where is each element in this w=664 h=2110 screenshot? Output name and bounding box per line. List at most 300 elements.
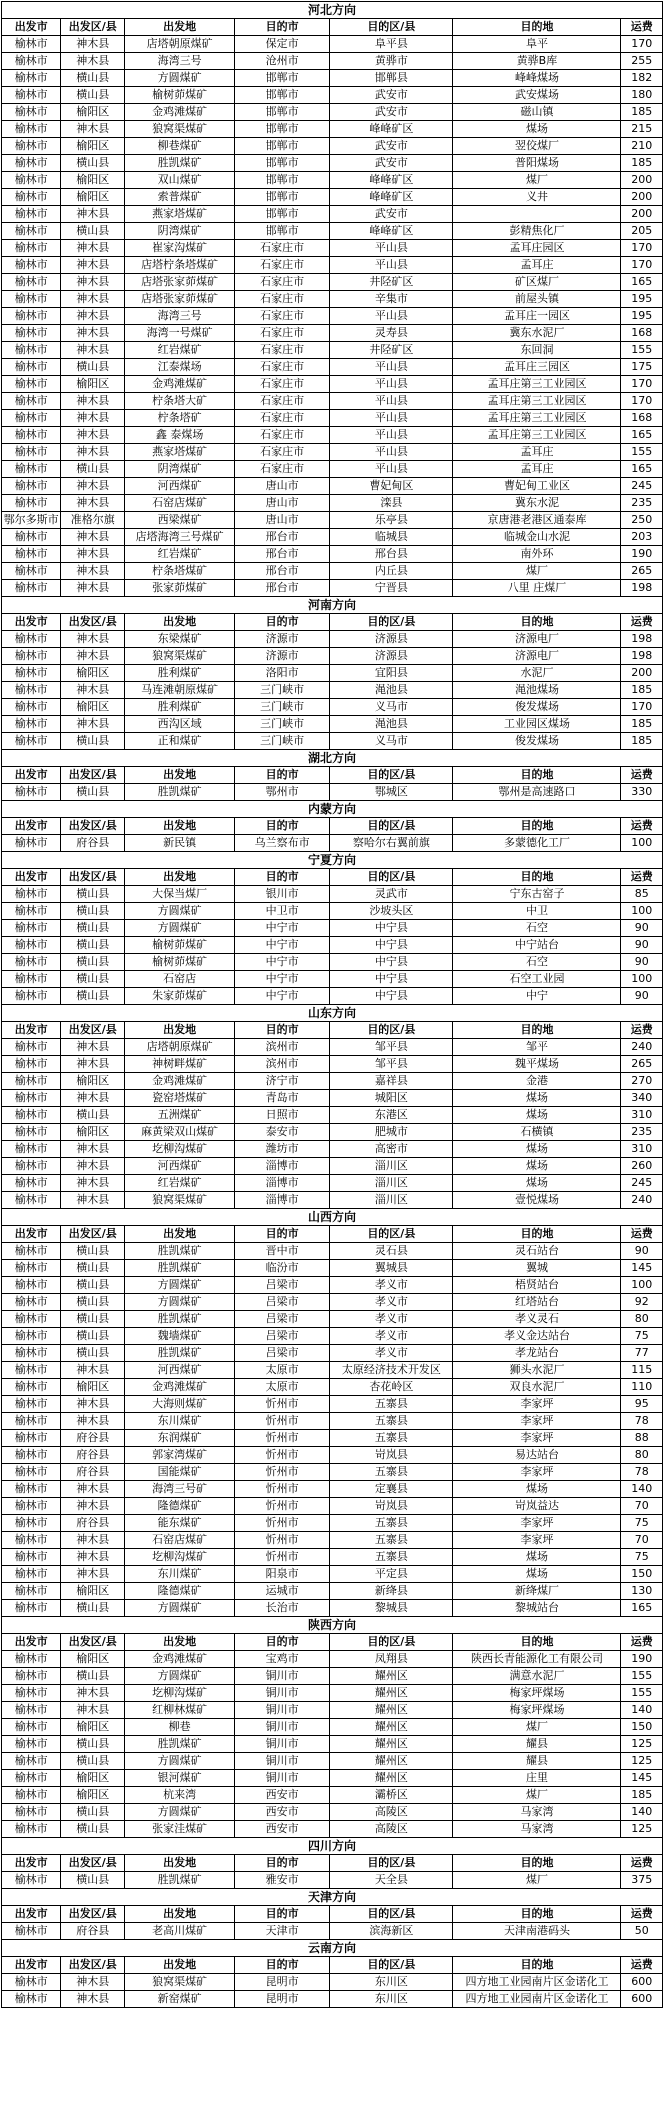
cell-freight: 182: [621, 70, 663, 87]
column-header-dest-district: 目的区/县: [330, 1906, 453, 1923]
cell-origin-place: 胜利煤矿: [125, 699, 235, 716]
cell-dest-city: 邯郸市: [235, 121, 330, 138]
table-row: [2, 1821, 663, 1838]
cell-origin-city: 榆林市: [2, 1362, 61, 1379]
column-header-freight: 运费: [621, 767, 663, 784]
cell-origin-district: 横山县: [61, 954, 125, 971]
column-header-freight: 运费: [621, 1226, 663, 1243]
column-header-origin-city: 出发市: [2, 1855, 61, 1872]
cell-dest-place: 俊发煤场: [453, 733, 621, 750]
cell-origin-city: 榆林市: [2, 1872, 61, 1889]
cell-dest-place: 孟耳庄: [453, 444, 621, 461]
column-header-dest-district: 目的区/县: [330, 1226, 453, 1243]
cell-freight: 265: [621, 563, 663, 580]
cell-origin-city: 榆林市: [2, 1294, 61, 1311]
cell-origin-city: 榆林市: [2, 189, 61, 206]
cell-origin-district: 神木县: [61, 1413, 125, 1430]
table-row: [2, 1600, 663, 1617]
cell-origin-district: 神木县: [61, 308, 125, 325]
cell-dest-district: 井陉矿区: [330, 274, 453, 291]
cell-origin-place: 胜凯煤矿: [125, 1872, 235, 1889]
cell-dest-city: 邯郸市: [235, 87, 330, 104]
cell-freight: 600: [621, 1991, 663, 2008]
cell-freight: 185: [621, 716, 663, 733]
cell-origin-city: 榆林市: [2, 920, 61, 937]
cell-freight: 80: [621, 1447, 663, 1464]
table-row: [2, 512, 663, 529]
cell-dest-city: 忻州市: [235, 1447, 330, 1464]
cell-dest-city: 日照市: [235, 1107, 330, 1124]
cell-origin-district: 榆阳区: [61, 1651, 125, 1668]
cell-dest-place: 满意水泥厂: [453, 1668, 621, 1685]
cell-dest-city: 三门峡市: [235, 682, 330, 699]
column-header-origin-place: 出发地: [125, 1634, 235, 1651]
cell-origin-city: 榆林市: [2, 971, 61, 988]
cell-origin-city: 榆林市: [2, 274, 61, 291]
cell-origin-place: 河西煤矿: [125, 478, 235, 495]
cell-dest-place: 煤场: [453, 1566, 621, 1583]
cell-freight: 185: [621, 1787, 663, 1804]
table-row: [2, 121, 663, 138]
cell-origin-city: 榆林市: [2, 1141, 61, 1158]
column-header-origin-city: 出发市: [2, 1957, 61, 1974]
cell-dest-city: 滨州市: [235, 1056, 330, 1073]
cell-dest-place: 黄骅B库: [453, 53, 621, 70]
cell-origin-city: 鄂尔多斯市: [2, 512, 61, 529]
cell-freight: 600: [621, 1974, 663, 1991]
cell-origin-place: 榆树茆煤矿: [125, 87, 235, 104]
cell-origin-city: 榆林市: [2, 1192, 61, 1209]
cell-dest-city: 铜川市: [235, 1736, 330, 1753]
cell-origin-place: 新民镇: [125, 835, 235, 852]
cell-origin-place: 银河煤矿: [125, 1770, 235, 1787]
cell-origin-place: 方圆煤矿: [125, 1277, 235, 1294]
cell-dest-city: 邯郸市: [235, 138, 330, 155]
cell-dest-place: 阜平: [453, 36, 621, 53]
table-row: [2, 444, 663, 461]
cell-origin-city: 榆林市: [2, 1515, 61, 1532]
cell-dest-city: 忻州市: [235, 1498, 330, 1515]
cell-origin-district: 神木县: [61, 427, 125, 444]
cell-origin-place: 店塔柠条塔煤矿: [125, 257, 235, 274]
cell-freight: 90: [621, 920, 663, 937]
cell-dest-place: 石空: [453, 954, 621, 971]
cell-origin-place: 方圆煤矿: [125, 1294, 235, 1311]
table-row: [2, 648, 663, 665]
cell-origin-place: 索普煤矿: [125, 189, 235, 206]
cell-dest-district: 平山县: [330, 444, 453, 461]
table-row: [2, 376, 663, 393]
cell-dest-city: 滨州市: [235, 1039, 330, 1056]
cell-freight: 235: [621, 1124, 663, 1141]
cell-dest-city: 石家庄市: [235, 274, 330, 291]
header-row: [2, 614, 663, 631]
cell-origin-district: 横山县: [61, 1821, 125, 1838]
table-row: [2, 1702, 663, 1719]
cell-origin-city: 榆林市: [2, 257, 61, 274]
cell-dest-district: 渑池县: [330, 716, 453, 733]
cell-dest-city: 忻州市: [235, 1481, 330, 1498]
column-header-origin-district: 出发区/县: [61, 1957, 125, 1974]
cell-dest-district: 中宁县: [330, 920, 453, 937]
cell-origin-city: 榆林市: [2, 1175, 61, 1192]
cell-dest-district: 中宁县: [330, 971, 453, 988]
cell-dest-place: 水泥厂: [453, 665, 621, 682]
cell-origin-district: 横山县: [61, 1668, 125, 1685]
cell-dest-city: 中宁市: [235, 920, 330, 937]
column-header-dest-place: 目的地: [453, 1906, 621, 1923]
column-header-origin-place: 出发地: [125, 1022, 235, 1039]
cell-origin-district: 横山县: [61, 1736, 125, 1753]
cell-dest-district: 新绛县: [330, 1583, 453, 1600]
column-header-dest-city: 目的市: [235, 19, 330, 36]
section-title: 陕西方向: [2, 1617, 663, 1634]
cell-origin-district: 榆阳区: [61, 1719, 125, 1736]
cell-freight: 185: [621, 733, 663, 750]
cell-origin-district: 横山县: [61, 1328, 125, 1345]
cell-origin-place: 鑫 泰煤场: [125, 427, 235, 444]
cell-dest-place: 煤厂: [453, 1787, 621, 1804]
cell-dest-district: 峰峰矿区: [330, 189, 453, 206]
cell-freight: 150: [621, 1566, 663, 1583]
cell-origin-place: 方圆煤矿: [125, 903, 235, 920]
cell-freight: 265: [621, 1056, 663, 1073]
cell-origin-place: 郭家湾煤矿: [125, 1447, 235, 1464]
cell-dest-district: 五寨县: [330, 1464, 453, 1481]
cell-freight: 110: [621, 1379, 663, 1396]
cell-dest-district: 东川区: [330, 1991, 453, 2008]
cell-origin-place: 红岩煤矿: [125, 342, 235, 359]
table-row: [2, 172, 663, 189]
cell-dest-district: 鄂城区: [330, 784, 453, 801]
cell-freight: 185: [621, 155, 663, 172]
cell-origin-district: 神木县: [61, 1498, 125, 1515]
cell-freight: 80: [621, 1311, 663, 1328]
column-header-freight: 运费: [621, 1906, 663, 1923]
cell-dest-place: 梅家坪煤场: [453, 1685, 621, 1702]
cell-dest-city: 忻州市: [235, 1549, 330, 1566]
section-title: 山东方向: [2, 1005, 663, 1022]
cell-dest-city: 三门峡市: [235, 699, 330, 716]
cell-dest-place: 灵石站台: [453, 1243, 621, 1260]
column-header-origin-place: 出发地: [125, 614, 235, 631]
cell-dest-place: 孝义金达站台: [453, 1328, 621, 1345]
section-title-row: [2, 1838, 663, 1855]
column-header-dest-place: 目的地: [453, 818, 621, 835]
cell-origin-city: 榆林市: [2, 1464, 61, 1481]
cell-origin-city: 榆林市: [2, 155, 61, 172]
cell-dest-district: 平定县: [330, 1566, 453, 1583]
cell-origin-city: 榆林市: [2, 1481, 61, 1498]
header-row: [2, 1906, 663, 1923]
column-header-freight: 运费: [621, 869, 663, 886]
cell-dest-city: 吕梁市: [235, 1277, 330, 1294]
cell-dest-city: 中宁市: [235, 988, 330, 1005]
table-row: [2, 1481, 663, 1498]
table-row: [2, 1770, 663, 1787]
cell-dest-district: 翼城县: [330, 1260, 453, 1277]
cell-origin-city: 榆林市: [2, 1345, 61, 1362]
cell-origin-place: 金鸡滩煤矿: [125, 376, 235, 393]
cell-dest-city: 吕梁市: [235, 1294, 330, 1311]
cell-dest-place: 梧贤站台: [453, 1277, 621, 1294]
cell-origin-city: 榆林市: [2, 104, 61, 121]
cell-origin-place: 柳巷: [125, 1719, 235, 1736]
cell-dest-place: 四方地工业园南片区金诺化工: [453, 1991, 621, 2008]
column-header-dest-city: 目的市: [235, 614, 330, 631]
cell-freight: 90: [621, 954, 663, 971]
cell-freight: 330: [621, 784, 663, 801]
table-row: [2, 1243, 663, 1260]
cell-freight: 90: [621, 1243, 663, 1260]
cell-origin-city: 榆林市: [2, 53, 61, 70]
cell-origin-place: 西沟区域: [125, 716, 235, 733]
cell-origin-city: 榆林市: [2, 1651, 61, 1668]
cell-dest-district: 东港区: [330, 1107, 453, 1124]
cell-origin-place: 麻黄梁双山煤矿: [125, 1124, 235, 1141]
cell-dest-district: 肥城市: [330, 1124, 453, 1141]
cell-freight: 130: [621, 1583, 663, 1600]
cell-dest-place: 孟耳庄三园区: [453, 359, 621, 376]
cell-dest-city: 铜川市: [235, 1719, 330, 1736]
column-header-dest-place: 目的地: [453, 767, 621, 784]
table-row: [2, 920, 663, 937]
cell-origin-district: 神木县: [61, 1685, 125, 1702]
cell-origin-place: 柳巷煤矿: [125, 138, 235, 155]
table-row: [2, 1277, 663, 1294]
cell-freight: 100: [621, 971, 663, 988]
cell-freight: 200: [621, 206, 663, 223]
cell-freight: 235: [621, 495, 663, 512]
cell-dest-district: 高陵区: [330, 1821, 453, 1838]
cell-freight: 95: [621, 1396, 663, 1413]
cell-origin-district: 神木县: [61, 410, 125, 427]
cell-origin-city: 榆林市: [2, 988, 61, 1005]
cell-origin-city: 榆林市: [2, 886, 61, 903]
cell-dest-place: 孟耳庄: [453, 461, 621, 478]
cell-origin-place: 石窑店煤矿: [125, 1532, 235, 1549]
cell-origin-place: 榆树茆煤矿: [125, 954, 235, 971]
cell-dest-place: 曹妃甸工业区: [453, 478, 621, 495]
cell-dest-city: 铜川市: [235, 1668, 330, 1685]
cell-dest-district: 平山县: [330, 376, 453, 393]
cell-origin-city: 榆林市: [2, 291, 61, 308]
cell-dest-place: 耀县: [453, 1736, 621, 1753]
cell-origin-district: 横山县: [61, 1600, 125, 1617]
table-row: [2, 1566, 663, 1583]
cell-dest-district: 滨海新区: [330, 1923, 453, 1940]
cell-origin-district: 榆阳区: [61, 1787, 125, 1804]
table-row: [2, 393, 663, 410]
cell-origin-district: 横山县: [61, 1294, 125, 1311]
column-header-origin-district: 出发区/县: [61, 1022, 125, 1039]
cell-dest-district: 曹妃甸区: [330, 478, 453, 495]
cell-dest-city: 石家庄市: [235, 444, 330, 461]
cell-dest-district: 耀州区: [330, 1736, 453, 1753]
cell-dest-city: 洛阳市: [235, 665, 330, 682]
cell-origin-district: 神木县: [61, 325, 125, 342]
cell-origin-place: 金鸡滩煤矿: [125, 1651, 235, 1668]
cell-dest-district: 灵寿县: [330, 325, 453, 342]
table-row: [2, 1056, 663, 1073]
cell-origin-place: 店塔海湾三号煤矿: [125, 529, 235, 546]
cell-origin-place: 狼窝渠煤矿: [125, 648, 235, 665]
cell-dest-city: 淄博市: [235, 1158, 330, 1175]
column-header-origin-place: 出发地: [125, 1957, 235, 1974]
cell-freight: 165: [621, 1600, 663, 1617]
cell-dest-place: 马家湾: [453, 1804, 621, 1821]
column-header-freight: 运费: [621, 818, 663, 835]
cell-dest-place: 八里 庄煤厂: [453, 580, 621, 597]
cell-origin-district: 神木县: [61, 274, 125, 291]
cell-dest-place: 煤场: [453, 1549, 621, 1566]
cell-dest-city: 石家庄市: [235, 376, 330, 393]
cell-origin-district: 府谷县: [61, 1923, 125, 1940]
cell-freight: 92: [621, 1294, 663, 1311]
cell-dest-city: 石家庄市: [235, 325, 330, 342]
column-header-dest-place: 目的地: [453, 614, 621, 631]
cell-freight: 70: [621, 1532, 663, 1549]
cell-origin-city: 榆林市: [2, 410, 61, 427]
cell-origin-place: 胜凯煤矿: [125, 1260, 235, 1277]
cell-origin-district: 横山县: [61, 87, 125, 104]
column-header-dest-city: 目的市: [235, 767, 330, 784]
cell-origin-city: 榆林市: [2, 1532, 61, 1549]
column-header-origin-place: 出发地: [125, 818, 235, 835]
table-row: [2, 1379, 663, 1396]
cell-origin-district: 府谷县: [61, 1430, 125, 1447]
section-title-row: [2, 1209, 663, 1226]
header-row: [2, 1957, 663, 1974]
cell-dest-district: 乐亭县: [330, 512, 453, 529]
table-row: [2, 427, 663, 444]
cell-dest-place: 宁东古窑子: [453, 886, 621, 903]
cell-freight: 198: [621, 580, 663, 597]
column-header-dest-district: 目的区/县: [330, 1634, 453, 1651]
cell-origin-city: 榆林市: [2, 1498, 61, 1515]
cell-dest-place: 煤厂: [453, 1872, 621, 1889]
table-row: [2, 155, 663, 172]
cell-dest-place: 南外环: [453, 546, 621, 563]
cell-dest-district: 耀州区: [330, 1719, 453, 1736]
cell-dest-district: 耀州区: [330, 1702, 453, 1719]
cell-origin-district: 横山县: [61, 1107, 125, 1124]
cell-origin-district: 神木县: [61, 1056, 125, 1073]
cell-origin-city: 榆林市: [2, 1311, 61, 1328]
cell-dest-district: 孝义市: [330, 1328, 453, 1345]
cell-dest-district: 察哈尔右翼前旗: [330, 835, 453, 852]
cell-freight: 140: [621, 1702, 663, 1719]
table-row: [2, 784, 663, 801]
cell-dest-district: 武安市: [330, 206, 453, 223]
header-row: [2, 869, 663, 886]
cell-dest-district: 孝义市: [330, 1311, 453, 1328]
cell-origin-place: 方圆煤矿: [125, 1753, 235, 1770]
cell-origin-city: 榆林市: [2, 342, 61, 359]
cell-origin-place: 阴湾煤矿: [125, 461, 235, 478]
cell-dest-place: 鄂州是高速路口: [453, 784, 621, 801]
cell-dest-city: 石家庄市: [235, 308, 330, 325]
cell-dest-city: 铜川市: [235, 1685, 330, 1702]
cell-origin-place: 隆德煤矿: [125, 1583, 235, 1600]
table-row: [2, 70, 663, 87]
cell-dest-city: 石家庄市: [235, 427, 330, 444]
cell-freight: 100: [621, 835, 663, 852]
cell-dest-place: 济源电厂: [453, 631, 621, 648]
column-header-origin-district: 出发区/县: [61, 614, 125, 631]
cell-dest-place: 马家湾: [453, 1821, 621, 1838]
cell-dest-district: 武安市: [330, 87, 453, 104]
cell-dest-place: 金港: [453, 1073, 621, 1090]
cell-dest-city: 石家庄市: [235, 359, 330, 376]
cell-freight: 100: [621, 1277, 663, 1294]
cell-origin-district: 神木县: [61, 1362, 125, 1379]
column-header-origin-district: 出发区/县: [61, 869, 125, 886]
cell-origin-place: 胜凯煤矿: [125, 1311, 235, 1328]
table-row: [2, 36, 663, 53]
column-header-origin-district: 出发区/县: [61, 1226, 125, 1243]
cell-dest-place: 渑池煤场: [453, 682, 621, 699]
cell-origin-district: 榆阳区: [61, 1379, 125, 1396]
cell-dest-city: 石家庄市: [235, 342, 330, 359]
column-header-dest-city: 目的市: [235, 818, 330, 835]
table-row: [2, 1719, 663, 1736]
cell-origin-city: 榆林市: [2, 580, 61, 597]
cell-freight: 270: [621, 1073, 663, 1090]
column-header-origin-place: 出发地: [125, 1906, 235, 1923]
cell-dest-city: 石家庄市: [235, 291, 330, 308]
cell-freight: 140: [621, 1804, 663, 1821]
header-row: [2, 1634, 663, 1651]
column-header-dest-city: 目的市: [235, 1855, 330, 1872]
cell-dest-city: 西安市: [235, 1787, 330, 1804]
cell-dest-city: 石家庄市: [235, 393, 330, 410]
table-row: [2, 563, 663, 580]
cell-dest-place: 梅家坪煤场: [453, 1702, 621, 1719]
header-row: [2, 818, 663, 835]
cell-dest-city: 西安市: [235, 1804, 330, 1821]
table-row: [2, 240, 663, 257]
cell-origin-place: 五洲煤矿: [125, 1107, 235, 1124]
cell-freight: 260: [621, 1158, 663, 1175]
cell-dest-district: 凤翔县: [330, 1651, 453, 1668]
cell-origin-place: 杭来湾: [125, 1787, 235, 1804]
table-row: [2, 461, 663, 478]
header-row: [2, 1022, 663, 1039]
column-header-origin-place: 出发地: [125, 19, 235, 36]
cell-dest-place: 京唐港老港区通泰库: [453, 512, 621, 529]
cell-freight: 90: [621, 937, 663, 954]
section-title: 山西方向: [2, 1209, 663, 1226]
column-header-origin-city: 出发市: [2, 1226, 61, 1243]
section-title: 云南方向: [2, 1940, 663, 1957]
cell-origin-district: 榆阳区: [61, 1583, 125, 1600]
cell-origin-city: 榆林市: [2, 1736, 61, 1753]
table-row: [2, 257, 663, 274]
cell-origin-district: 横山县: [61, 886, 125, 903]
column-header-origin-place: 出发地: [125, 767, 235, 784]
cell-dest-city: 三门峡市: [235, 716, 330, 733]
cell-origin-place: 海湾一号煤矿: [125, 325, 235, 342]
cell-origin-place: 瓷窑塔煤矿: [125, 1090, 235, 1107]
table-row: [2, 1753, 663, 1770]
cell-dest-city: 邯郸市: [235, 172, 330, 189]
cell-origin-place: 胜凯煤矿: [125, 1243, 235, 1260]
cell-origin-place: 方圆煤矿: [125, 1804, 235, 1821]
column-header-origin-city: 出发市: [2, 1906, 61, 1923]
cell-origin-place: 燕家塔煤矿: [125, 206, 235, 223]
cell-origin-city: 榆林市: [2, 172, 61, 189]
